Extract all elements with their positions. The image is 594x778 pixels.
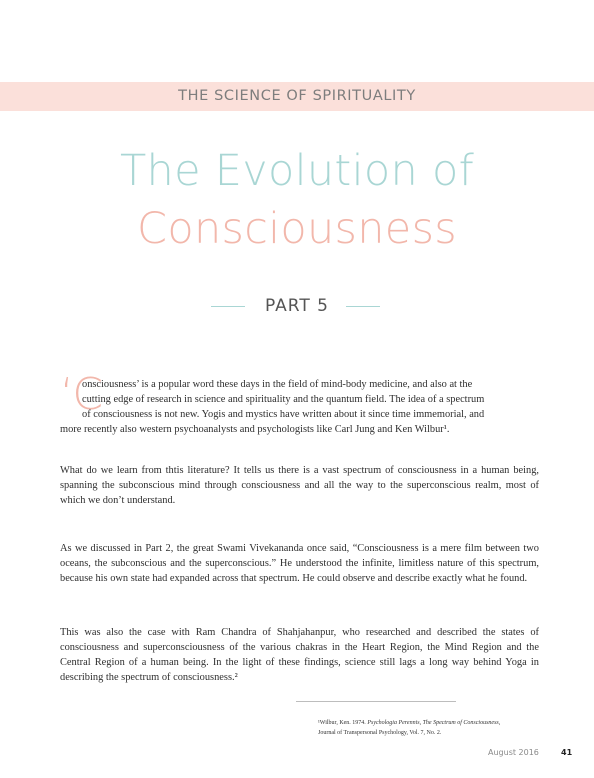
paragraph-1-line-2: cutting edge of research in science and spirituality and the quantum field. The idea of a spectrum [82,394,485,405]
page-number: 41 [561,748,573,757]
footnote-rule [296,701,456,702]
section-label: THE SCIENCE OF SPIRITUALITY [178,88,416,104]
paragraph-1 [60,377,539,437]
paragraph-2: What do we learn from thtis literature? It tells us there is a vast spectrum of consciousness in a human being, spanning the subconscious mind through consciousness and all the way to the superconscious realm, most of which we don’t understand. [60,465,539,506]
drop-cap: ‘C [60,369,104,420]
section-band [0,82,594,111]
paragraph-1-line-1: onsciousness’ is a popular word these days in the field of mind-body medicine, and also at the [82,379,473,390]
issue-date: August 2016 [488,748,539,757]
footnote [318,718,558,738]
footnote-journal: Journal of Transpersonal Psychology, Vol. 7, No. 2. [318,730,442,736]
footnote-work-title: Psychologia Perennis, The Spectrum of Consciousness, [367,720,501,726]
paragraph-3: As we discussed in Part 2, the great Swami Vivekananda once said, “Consciousness is a mere film between two oceans, the subconscious and the superconscious.” He understood the infinite, limitless nature of this spectrum, because his own state had expanded across that spectrum. He could observe and describe exactly what he found. [60,543,539,584]
article-title-line-2: Consciousness [137,204,457,254]
paragraph-1-line-4: more recently also western psychoanalysts and psychologists like Carl Jung and Ken Wilbur¹. [60,424,450,435]
paragraph-1-line-3: of consciousness is not new. Yogis and mystics have written about it since time immemorial, and [82,409,485,420]
footnote-citation: ¹Wilbur, Ken. 1974. [318,720,366,726]
part-rule-right [346,306,380,307]
paragraph-4: This was also the case with Ram Chandra of Shahjahanpur, who researched and described the states of consciousness and superconsciousness of the various chakras in the Heart Region, the Mind Region and the Central Region of a human being. In the light of these findings, science still lags a long way behind Yoga in describing the spectrum of consciousness.² [60,627,539,683]
part-label: PART 5 [265,296,329,316]
article-title-line-1: The Evolution of [119,146,475,196]
